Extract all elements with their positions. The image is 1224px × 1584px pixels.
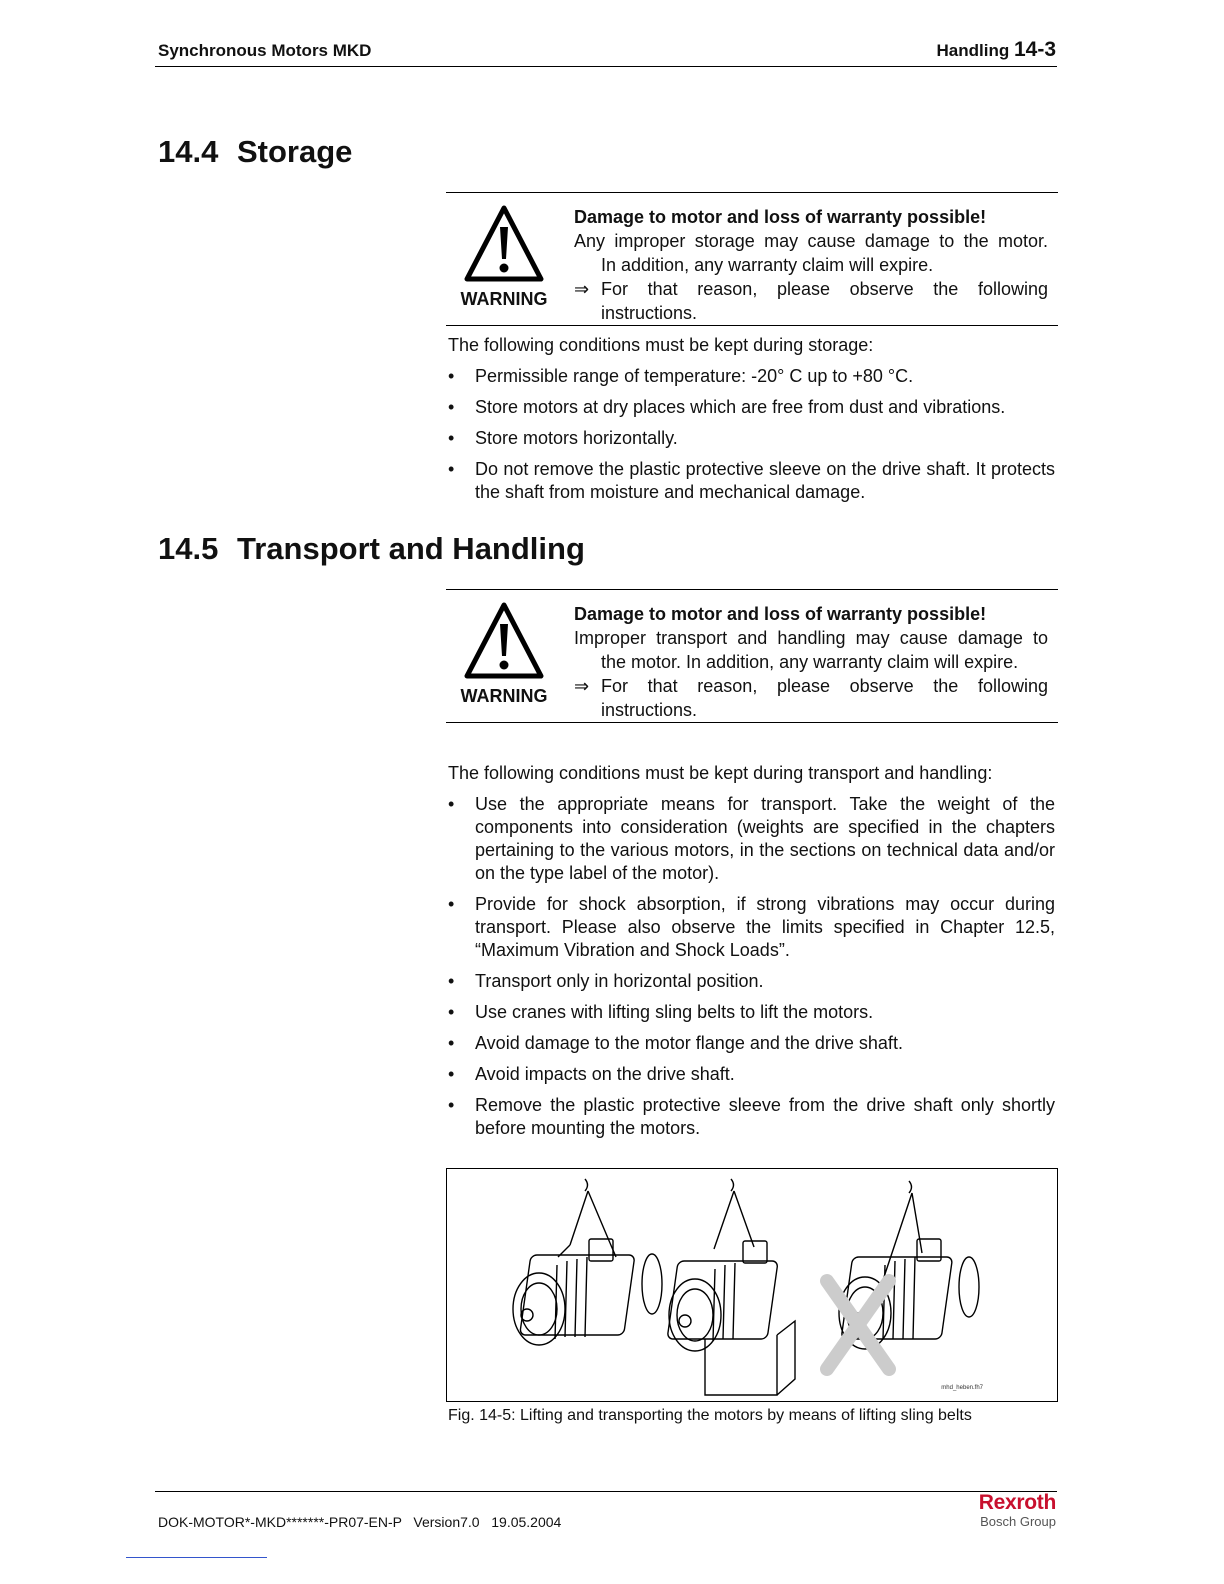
list-item: • Transport only in horizontal position. <box>448 970 1055 993</box>
warning-label: WARNING <box>460 686 548 706</box>
instruction-line: instructions. <box>601 700 698 720</box>
list-item: • Do not remove the plastic protective sleeve on the drive shaft. It protects the shaft from moisture and mechanical damage. <box>448 458 1055 504</box>
warning-line: In addition, any warranty claim will expire. <box>601 255 934 275</box>
warning-icon-block <box>460 602 548 707</box>
warning-line: Any improper storage may cause damage to the motor. <box>574 231 1048 251</box>
document-id: DOK-MOTOR*-MKD*******-PR07-EN-P Version7.0 19.05.2004 <box>158 1514 562 1530</box>
header-rule <box>155 66 1057 67</box>
warning-box-transport <box>446 589 1058 723</box>
brand-name: Rexroth <box>978 1491 1056 1514</box>
warning-triangle-icon <box>464 205 544 283</box>
cross-out-mark <box>827 1281 889 1369</box>
warning-text <box>574 602 1048 722</box>
footer-link-underline[interactable] <box>126 1557 267 1558</box>
figure-lifting-motors <box>446 1168 1058 1402</box>
list-item: • Permissible range of temperature: -20° C up to +80 °C. <box>448 365 1055 388</box>
header-page <box>937 38 1056 62</box>
arrow-icon: ⇒ <box>574 279 590 299</box>
warning-instruction <box>574 674 1048 722</box>
list-item: • Provide for shock absorption, if strong vibrations may occur during transport. Please also observe the limits specified in Chapter 12.5, “Maximum Vibration and Shock Loads”. <box>448 893 1055 962</box>
section-title: Transport and Handling <box>237 531 585 566</box>
list-item: • Use the appropriate means for transport. Take the weight of the components into consideration (weights are specified in the chapters pertaining to the various motors, in the sections on technical data and/or on the type label of the motor). <box>448 793 1055 885</box>
list-item: • Remove the plastic protective sleeve from the drive shaft only shortly before mounting the motors. <box>448 1094 1055 1140</box>
warning-line: Improper transport and handling may cause damage to <box>574 628 1048 648</box>
warning-label: WARNING <box>460 289 548 309</box>
motor-sling-illustration-2 <box>667 1179 795 1395</box>
list-item: • Avoid damage to the motor flange and the drive shaft. <box>448 1032 1055 1055</box>
warning-heading: Damage to motor and loss of warranty possible! <box>574 207 987 227</box>
section-number: 14.4 <box>158 134 219 169</box>
warning-text <box>574 205 1048 325</box>
storage-conditions-list <box>448 365 1055 512</box>
section-heading-transport <box>158 531 585 567</box>
warning-icon-block <box>460 205 548 310</box>
figure-caption: Fig. 14-5: Lifting and transporting the motors by means of lifting sling belts <box>448 1407 972 1424</box>
list-item: • Avoid impacts on the drive shaft. <box>448 1063 1055 1086</box>
section-number: 14.5 <box>158 531 219 566</box>
brand-logo <box>979 1492 1056 1529</box>
instruction-line: For that reason, please observe the following <box>601 676 1048 696</box>
arrow-icon: ⇒ <box>574 676 590 696</box>
page-number: 14-3 <box>1013 38 1056 61</box>
transport-intro: The following conditions must be kept during transport and handling: <box>448 763 993 783</box>
warning-line: the motor. In addition, any warranty claim will expire. <box>601 652 1019 672</box>
footer-rule <box>155 1491 1057 1492</box>
warning-heading: Damage to motor and loss of warranty possible! <box>574 604 987 624</box>
warning-instruction <box>574 277 1048 325</box>
header-section-label: Handling <box>936 41 1010 60</box>
storage-intro: The following conditions must be kept during storage: <box>448 335 874 355</box>
section-title: Storage <box>237 134 353 169</box>
header-title: Synchronous Motors MKD <box>158 41 372 60</box>
warning-box-storage <box>446 192 1058 326</box>
list-item: • Store motors at dry places which are free from dust and vibrations. <box>448 396 1055 419</box>
motor-sling-illustration-1 <box>513 1179 662 1345</box>
instruction-line: For that reason, please observe the following <box>601 279 1048 299</box>
list-item: • Store motors horizontally. <box>448 427 1055 450</box>
brand-subtitle: Bosch Group <box>980 1514 1056 1529</box>
transport-conditions-list <box>448 793 1055 1148</box>
section-heading-storage <box>158 134 352 170</box>
warning-triangle-icon <box>464 602 544 680</box>
instruction-line: instructions. <box>601 303 698 323</box>
figure-file-label: mhd_heben.fh7 <box>941 1385 983 1391</box>
motor-lifting-illustration <box>447 1169 1057 1401</box>
list-item: • Use cranes with lifting sling belts to lift the motors. <box>448 1001 1055 1024</box>
